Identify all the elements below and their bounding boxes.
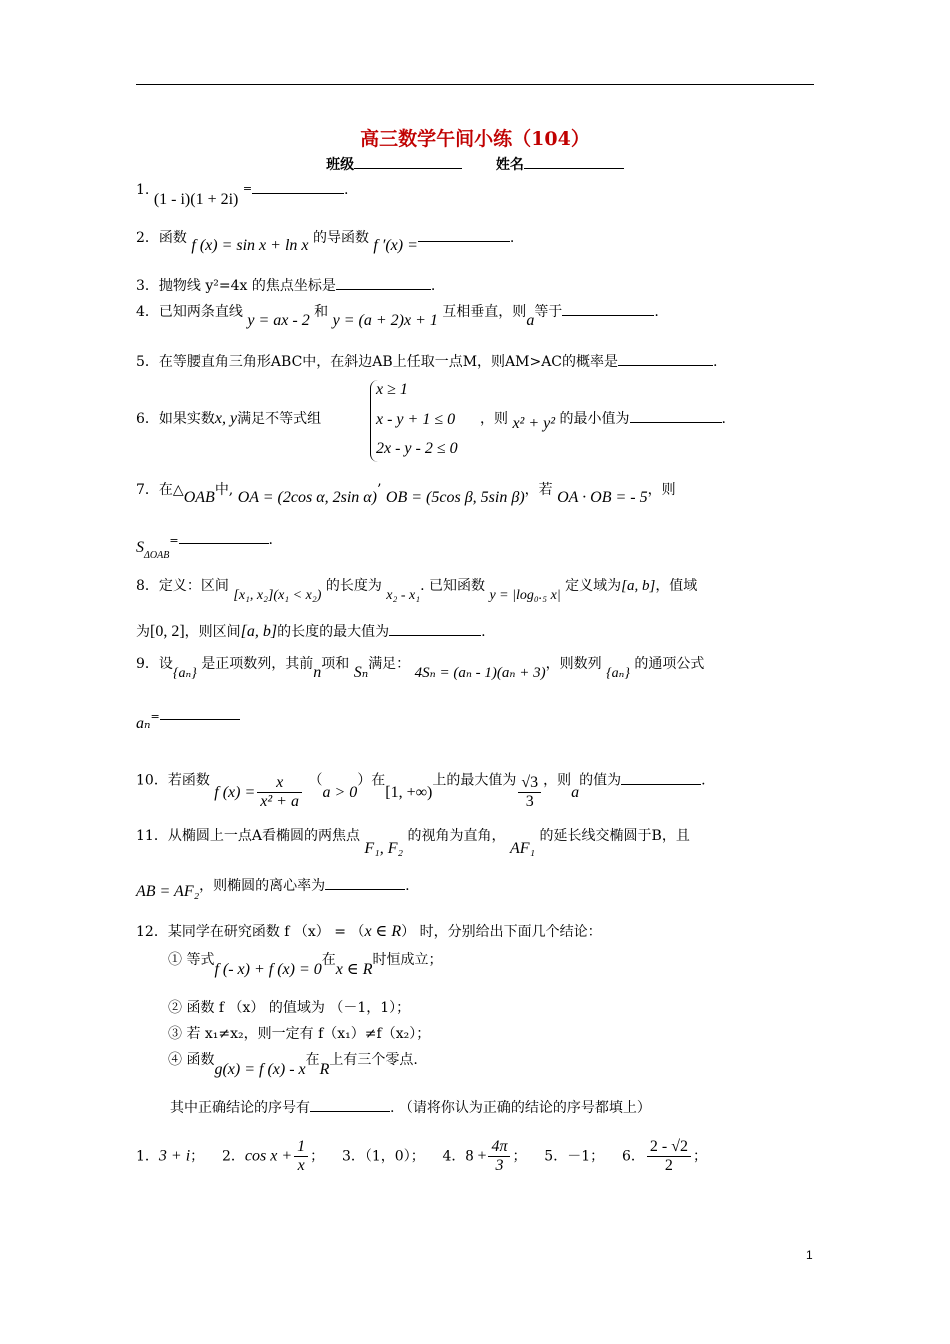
question-11: 11．从椭圆上一点A看椭圆的两焦点 F₁, F₂ 的视角为直角， AF₁ 的延长线交椭圆于B，且 — [136, 828, 690, 857]
question-6-rest: ，则 x² + y² 的最小值为 . — [480, 411, 726, 432]
question-8: 8．定义：区间 [x₁, x₂](x₁ < x₂) 的长度为 x₂ - x₁. 已知函数 y = |log₀.₅ x| 定义域为[a, b]，值域 — [136, 578, 698, 603]
q10-fraction: $\frac{x}{\text{x² + a}}$ — [257, 774, 302, 811]
a6-fraction: $\frac{2 - √2}{2}$ — [647, 1138, 691, 1175]
q6-answer-blank[interactable] — [630, 410, 722, 423]
page-title: 高三数学午间小练（104） — [360, 128, 590, 150]
q6-ineq-2: x - y + 1 ≤ 0 — [376, 411, 456, 428]
header-rule — [136, 84, 814, 85]
class-label: 班级 — [326, 157, 355, 173]
q5-answer-blank[interactable] — [618, 353, 713, 366]
q4-answer-blank[interactable] — [562, 303, 654, 316]
question-12: 12．某同学在研究函数 f （x） = （x ∈ R） 时，分别给出下面几个结论： — [136, 923, 602, 940]
question-5: 5．在等腰直角三角形ABC中，在斜边AB上任取一点M，则AM>AC的概率是 . — [136, 354, 718, 370]
name-label: 姓名 — [495, 157, 524, 173]
q9-answer-blank[interactable] — [160, 707, 240, 720]
q10-max-fraction: $\frac{√3}{3}$ — [518, 774, 541, 811]
student-info — [0, 154, 950, 174]
question-4: 4．已知两条直线 y = ax - 2 和 y = (a + 2)x + 1 互相垂直，则a等于 . — [136, 304, 659, 329]
q12-item-4: ④ 函数g(x) = f (x) - x在R上有三个零点. — [168, 1052, 418, 1078]
question-6: 6．如果实数x, y满足不等式组 — [136, 410, 322, 427]
q6-ineq-1: x ≥ 1 — [376, 381, 408, 398]
question-10: 10．若函数 f (x) = $\frac{x}{\text{x² + a}}$ （a > 0）在[1, +∞)上的最大值为 $\frac{√3}{3}$ ，则a的值为 . — [136, 772, 706, 810]
answer-key: 1．3 + i； 2．cos x + $\frac{1}{x}$ ； 3．（1，0）； 4．8 + $\frac{4\pi}{3}$ ； 5．－1； 6． $\frac{2 - √2}{2}$ ； — [136, 1138, 707, 1174]
q8-answer-blank[interactable] — [389, 623, 481, 636]
a4-fraction: $\frac{4\pi}{3}$ — [488, 1138, 510, 1175]
q12-item-2: ② 函数 f （x） 的值域为 （－1，1）； — [168, 1000, 411, 1016]
q12-item-1: ① 等式f (- x) + f (x) = 0在x ∈ R时恒成立； — [168, 952, 443, 978]
q12-item-3: ③ 若 x₁≠x₂，则一定有 f（x₁）≠f（x₂）； — [168, 1026, 431, 1042]
question-9: 9．设{aₙ} 是正项数列，其前n项和 Sₙ满足： 4Sₙ = (aₙ - 1)(aₙ + 3)，则数列 {aₙ} 的通项公式 — [136, 656, 705, 681]
question-11-line2: AB = AF₂，则椭圆的离心率为 . — [136, 878, 410, 900]
q12-answer-blank[interactable] — [310, 1099, 390, 1112]
question-3: 3．抛物线 y²=4x 的焦点坐标是 . — [136, 278, 436, 294]
class-blank[interactable] — [354, 156, 462, 169]
a2-fraction: $\frac{1}{x}$ — [294, 1138, 308, 1175]
question-2: 2．函数 f (x) = sin x + ln x 的导函数 f ′(x) = . — [136, 230, 515, 254]
question-7: 7．在△OAB中, OA = (2cos α, 2sin α)’ OB = (5cos β, 5sin β)，若 OA · OB = - 5，则 — [136, 482, 676, 506]
name-blank[interactable] — [524, 156, 624, 169]
question-8-line2: 为[0, 2]，则区间[a, b]的长度的最大值为 . — [136, 623, 486, 640]
q1-expr: (1 - i)(1 + 2i) — [153, 191, 239, 208]
q10-answer-blank[interactable] — [621, 772, 701, 785]
q12-closing: 其中正确结论的序号有 . （请将你认为正确的结论的序号都填上） — [170, 1100, 651, 1116]
page-number: 1 — [806, 1248, 813, 1262]
q1-answer-blank[interactable] — [252, 181, 344, 194]
q3-answer-blank[interactable] — [336, 277, 431, 290]
question-9-line2: aₙ= — [136, 706, 240, 727]
q2-answer-blank[interactable] — [418, 229, 510, 242]
q7-answer-blank[interactable] — [179, 531, 269, 544]
q6-ineq-3: 2x - y - 2 ≤ 0 — [376, 440, 458, 457]
question-1: 1. (1 - i)(1 + 2i) = . — [136, 182, 349, 208]
question-7-line2: $S_{\Delta OAB}=$ . — [136, 532, 273, 561]
q11-answer-blank[interactable] — [325, 877, 405, 890]
